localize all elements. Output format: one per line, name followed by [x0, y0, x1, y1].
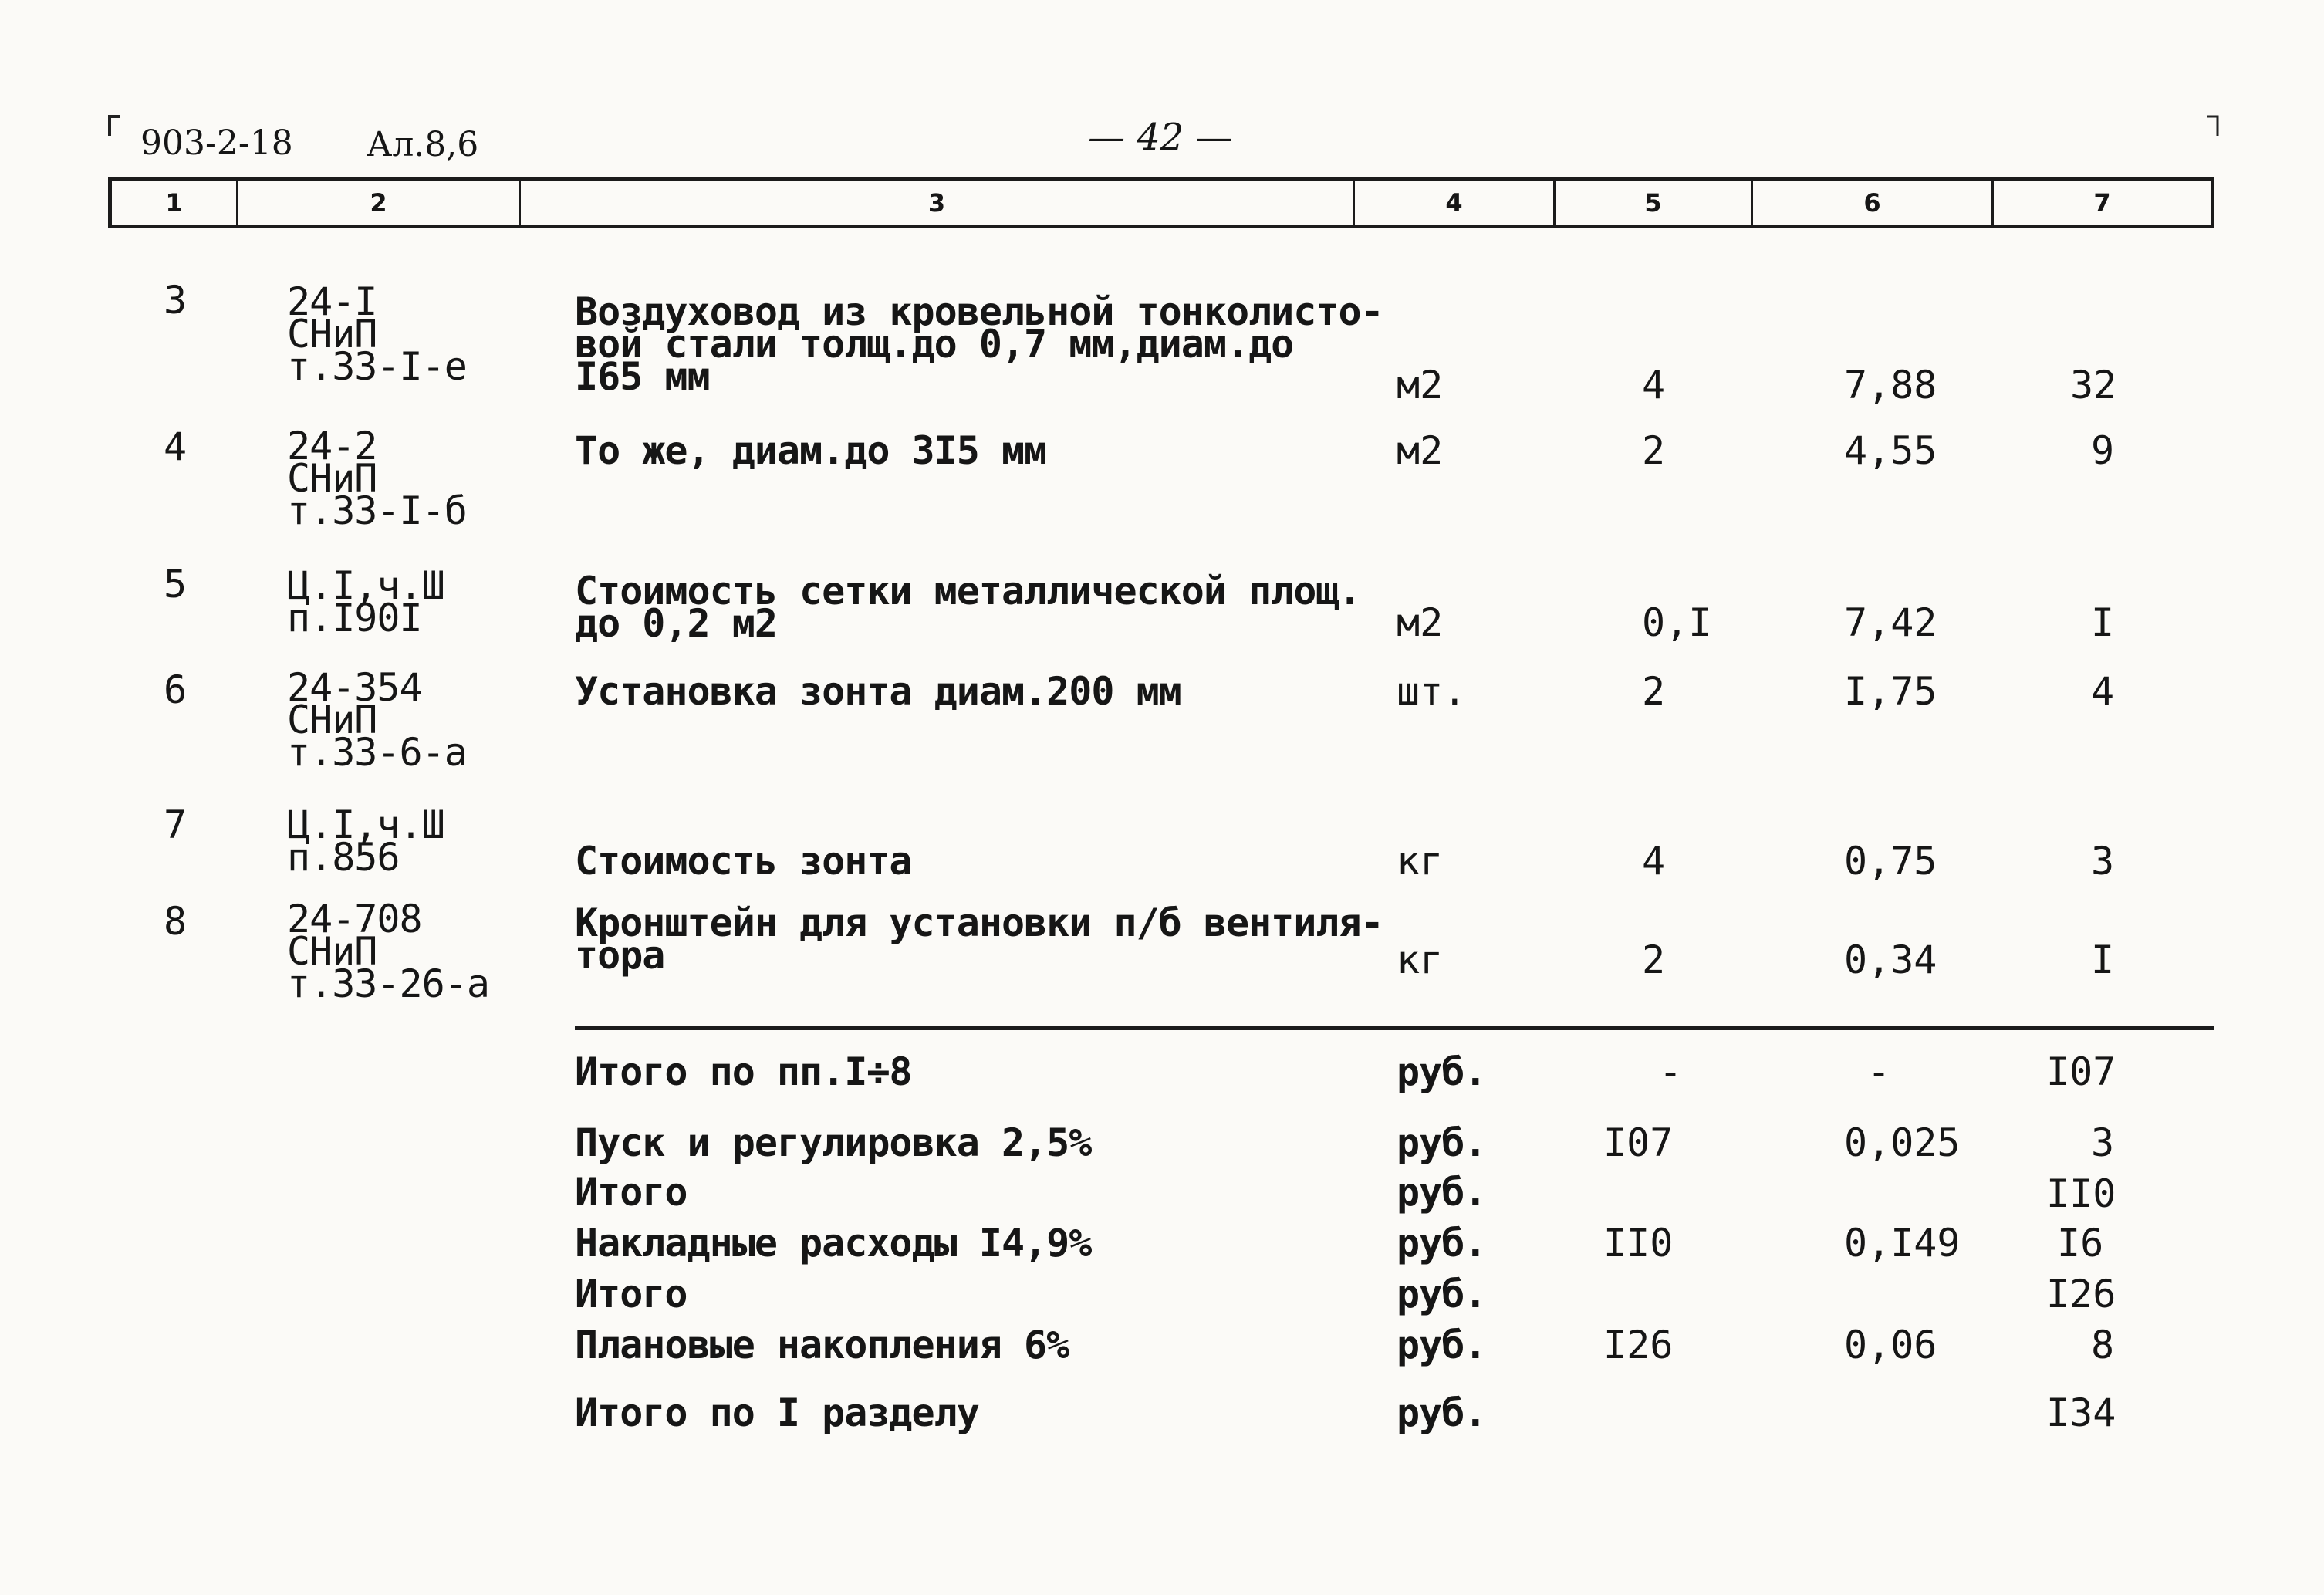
- quantity: 4: [1642, 839, 1666, 884]
- summary-label: Итого: [575, 1272, 687, 1316]
- summary-quantity: -: [1659, 1049, 1683, 1094]
- ref-code: 24-I: [287, 279, 377, 324]
- ref-code: т.33-I-б: [287, 488, 467, 533]
- unit-price: 0,75: [1844, 839, 1937, 884]
- item-description: I65 мм: [575, 354, 710, 399]
- item-description: То же, диам.до 3I5 мм: [575, 428, 1047, 473]
- summary-total: 8: [2091, 1323, 2115, 1367]
- row-number: 4: [164, 424, 187, 469]
- ref-code: 24-354: [287, 665, 422, 710]
- item-description: вой стали толщ.до 0,7 мм,диам.до: [575, 322, 1294, 367]
- item-description: Стоимость зонта: [575, 839, 912, 884]
- row-number: 3: [164, 278, 187, 323]
- summary-total: II0: [2046, 1171, 2116, 1216]
- corner-mark-right: [2205, 114, 2219, 137]
- ref-code: т.33-6-а: [287, 730, 467, 775]
- unit-price: I,75: [1844, 669, 1937, 714]
- section-total-value: I34: [2046, 1391, 2116, 1435]
- summary-unit: руб.: [1397, 1170, 1487, 1215]
- summary-label: Плановые накопления 6%: [575, 1323, 1069, 1367]
- column-header-table: [108, 177, 2214, 228]
- total: 3: [2091, 839, 2115, 884]
- summary-unit: руб.: [1397, 1272, 1487, 1316]
- summary-quantity: II0: [1603, 1221, 1674, 1266]
- unit: м2: [1397, 363, 1444, 407]
- column-header: 3: [521, 181, 1355, 225]
- item-description: Воздуховод из кровельной тонколисто-: [575, 289, 1383, 334]
- summary-total: I26: [2046, 1272, 2116, 1316]
- summary-total: 3: [2091, 1120, 2115, 1165]
- row-number: 6: [164, 667, 187, 712]
- quantity: 2: [1642, 669, 1666, 714]
- column-header: 2: [238, 181, 521, 225]
- column-header: 7: [2093, 188, 2111, 218]
- unit: м2: [1397, 600, 1444, 645]
- unit: м2: [1397, 428, 1444, 473]
- summary-label: Итого по пп.I÷8: [575, 1049, 912, 1094]
- unit: шт.: [1397, 669, 1467, 714]
- summary-label: Итого: [575, 1170, 687, 1215]
- row-number: 5: [164, 562, 187, 607]
- item-description: Установка зонта диам.200 мм: [575, 669, 1181, 714]
- total: I: [2091, 938, 2115, 982]
- unit: кг: [1397, 839, 1444, 884]
- ref-code: СНиП: [287, 929, 377, 974]
- ref-code: СНиП: [287, 312, 377, 357]
- row-number: 8: [164, 899, 187, 944]
- row-number: 7: [164, 803, 187, 847]
- summary-price: 0,025: [1844, 1120, 1961, 1165]
- quantity: 2: [1642, 428, 1666, 473]
- ref-code: п.I90I: [287, 596, 422, 640]
- total: I: [2091, 600, 2115, 645]
- summary-price: 0,06: [1844, 1323, 1937, 1367]
- page-number: — 42 —: [1088, 116, 1233, 159]
- total: 32: [2070, 363, 2117, 407]
- doc-code: 903-2-18: [140, 123, 293, 163]
- item-description: Стоимость сетки металлической площ.: [575, 569, 1361, 613]
- column-header: 4: [1355, 181, 1556, 225]
- corner-mark-left: [108, 114, 122, 137]
- quantity: 4: [1642, 363, 1666, 407]
- summary-price: 0,I49: [1844, 1221, 1961, 1266]
- album-label: Ал.8,6: [367, 125, 479, 164]
- summary-total: I6: [2057, 1221, 2104, 1266]
- section-total-label: Итого по I разделу: [575, 1391, 979, 1435]
- summary-quantity: I26: [1603, 1323, 1674, 1367]
- summary-unit: руб.: [1397, 1221, 1487, 1266]
- summary-unit: руб.: [1397, 1323, 1487, 1367]
- total: 4: [2091, 669, 2115, 714]
- unit: кг: [1397, 938, 1444, 982]
- column-header: 1: [112, 181, 238, 225]
- summary-total: I07: [2046, 1049, 2116, 1094]
- ref-code: 24-708: [287, 897, 422, 941]
- ref-code: Ц.I,ч.Ш: [287, 803, 444, 847]
- quantity: 2: [1642, 938, 1666, 982]
- unit-price: 4,55: [1844, 428, 1937, 473]
- summary-quantity: I07: [1603, 1120, 1674, 1165]
- ref-code: Ц.I,ч.Ш: [287, 563, 444, 608]
- summary-unit: руб.: [1397, 1120, 1487, 1165]
- ref-code: 24-2: [287, 424, 377, 468]
- column-header: 5: [1556, 181, 1753, 225]
- summary-label: Пуск и регулировка 2,5%: [575, 1120, 1092, 1165]
- ref-code: т.33-26-а: [287, 961, 489, 1006]
- section-total-unit: руб.: [1397, 1391, 1487, 1435]
- ref-code: СНиП: [287, 698, 377, 742]
- summary-label: Накладные расходы I4,9%: [575, 1221, 1092, 1266]
- ref-code: п.856: [287, 835, 400, 880]
- quantity: 0,I: [1642, 600, 1712, 645]
- summary-price: -: [1867, 1049, 1891, 1094]
- ref-code: т.33-I-е: [287, 344, 467, 389]
- item-description: тора: [575, 933, 665, 978]
- summary-divider: [575, 1026, 2214, 1030]
- total: 9: [2091, 428, 2115, 473]
- unit-price: 0,34: [1844, 938, 1937, 982]
- item-description: до 0,2 м2: [575, 601, 777, 646]
- column-header: 6: [1753, 181, 1994, 225]
- summary-unit: руб.: [1397, 1049, 1487, 1094]
- ref-code: СНиП: [287, 456, 377, 501]
- unit-price: 7,88: [1844, 363, 1937, 407]
- unit-price: 7,42: [1844, 600, 1937, 645]
- item-description: Кронштейн для установки п/б вентиля-: [575, 901, 1383, 945]
